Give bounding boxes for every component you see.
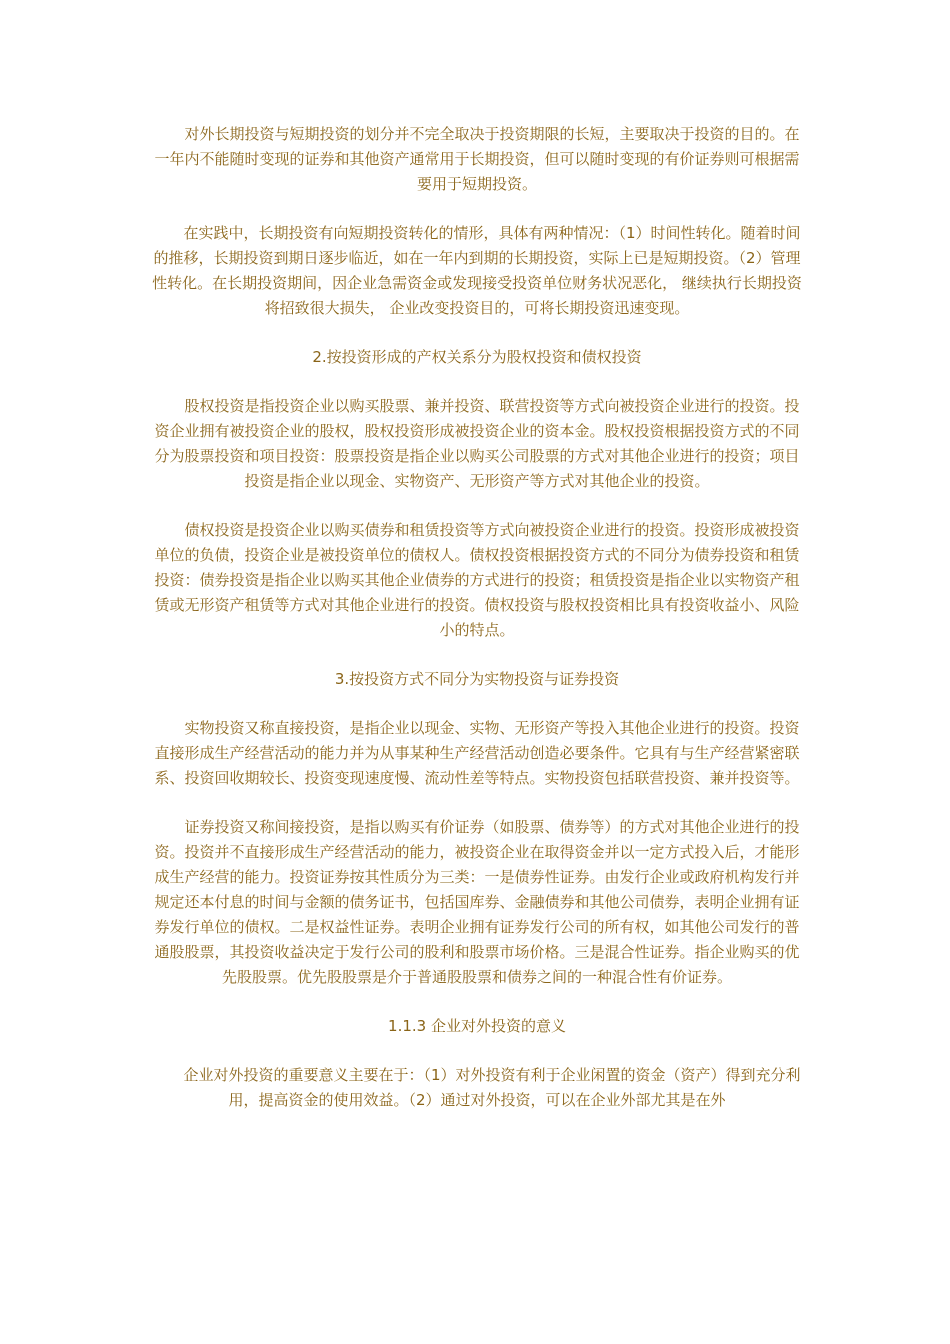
- paragraph-significance: 企业对外投资的重要意义主要在于：（1）对外投资有利于企业闲置的资金（资产）得到充分利用，提高资金的使用效益。（2）通过对外投资，可以在企业外部尤其是在外: [183, 1066, 801, 1109]
- document-body: [148, 122, 806, 1137]
- paragraph-physical-investment: 实物投资又称直接投资，是指企业以现金、实物、无形资产等投入其他企业进行的投资。投资直接形成生产经营活动的能力并为从事某种生产经营活动创造必要条件。它具有与生产经营紧密联系、投资回收期较长、投资变现速度慢、流动性差等特点。实物投资包括联营投资、兼并投资等。: [154, 719, 800, 787]
- paragraph-debt-investment: 债权投资是投资企业以购买债券和租赁投资等方式向被投资企业进行的投资。投资形成被投资单位的负债，投资企业是被投资单位的债权人。债权投资根据投资方式的不同分为债券投资和租赁投资：债券投资是指企业以购买其他企业债券的方式进行的投资；租赁投资是指企业以实物资产租赁或无形资产租赁等方式对其他企业进行的投资。债权投资与股权投资相比具有投资收益小、风险小的特点。: [154, 521, 800, 639]
- section-heading-equity-debt: 2.按投资形成的产权关系分为股权投资和债权投资: [312, 348, 642, 366]
- paragraph-equity-investment: 股权投资是指投资企业以购买股票、兼并投资、联营投资等方式向被投资企业进行的投资。投资企业拥有被投资企业的股权，股权投资形成被投资企业的资本金。股权投资根据投资方式的不同分为股票投资和项目投资：股票投资是指企业以购买公司股票的方式对其他企业进行的投资；项目投资是指企业以现金、实物资产、无形资产等方式对其他企业的投资。: [154, 397, 800, 490]
- paragraph-investment-term: 对外长期投资与短期投资的划分并不完全取决于投资期限的长短，主要取决于投资的目的。在一年内不能随时变现的证券和其他资产通常用于长期投资，但可以随时变现的有价证券则可根据需要用于短期投资。: [154, 125, 800, 193]
- section-heading-significance: 1.1.3 企业对外投资的意义: [388, 1017, 566, 1035]
- section-heading-physical-securities: 3.按投资方式不同分为实物投资与证券投资: [334, 670, 620, 688]
- paragraph-securities-investment: 证券投资又称间接投资，是指以购买有价证券（如股票、债券等）的方式对其他企业进行的投资。投资并不直接形成生产经营活动的能力，被投资企业在取得资金并以一定方式投入后，才能形成生产经营的能力。投资证券按其性质分为三类：一是债券性证券。由发行企业或政府机构发行并规定还本付息的时间与金额的债务证书，包括国库券、金融债券和其他公司债券，表明企业拥有证券发行单位的债权。二是权益性证券。表明企业拥有证券发行公司的所有权，如其他公司发行的普通股股票，其投资收益决定于发行公司的股利和股票市场价格。三是混合性证券。指企业购买的优先股股票。优先股股票是介于普通股股票和债券之间的一种混合性有价证券。: [154, 818, 800, 986]
- paragraph-long-to-short-conversion: 在实践中，长期投资有向短期投资转化的情形，具体有两种情况：（1）时间性转化。随着时间的推移，长期投资到期日逐步临近，如在一年内到期的长期投资，实际上已是短期投资。（2）管理性转化。在长期投资期间，因企业急需资金或发现接受投资单位财务状况恶化， 继续执行长期投资将招致很大损失， 企业改变投资目的，可将长期投资迅速变现。: [152, 224, 802, 317]
